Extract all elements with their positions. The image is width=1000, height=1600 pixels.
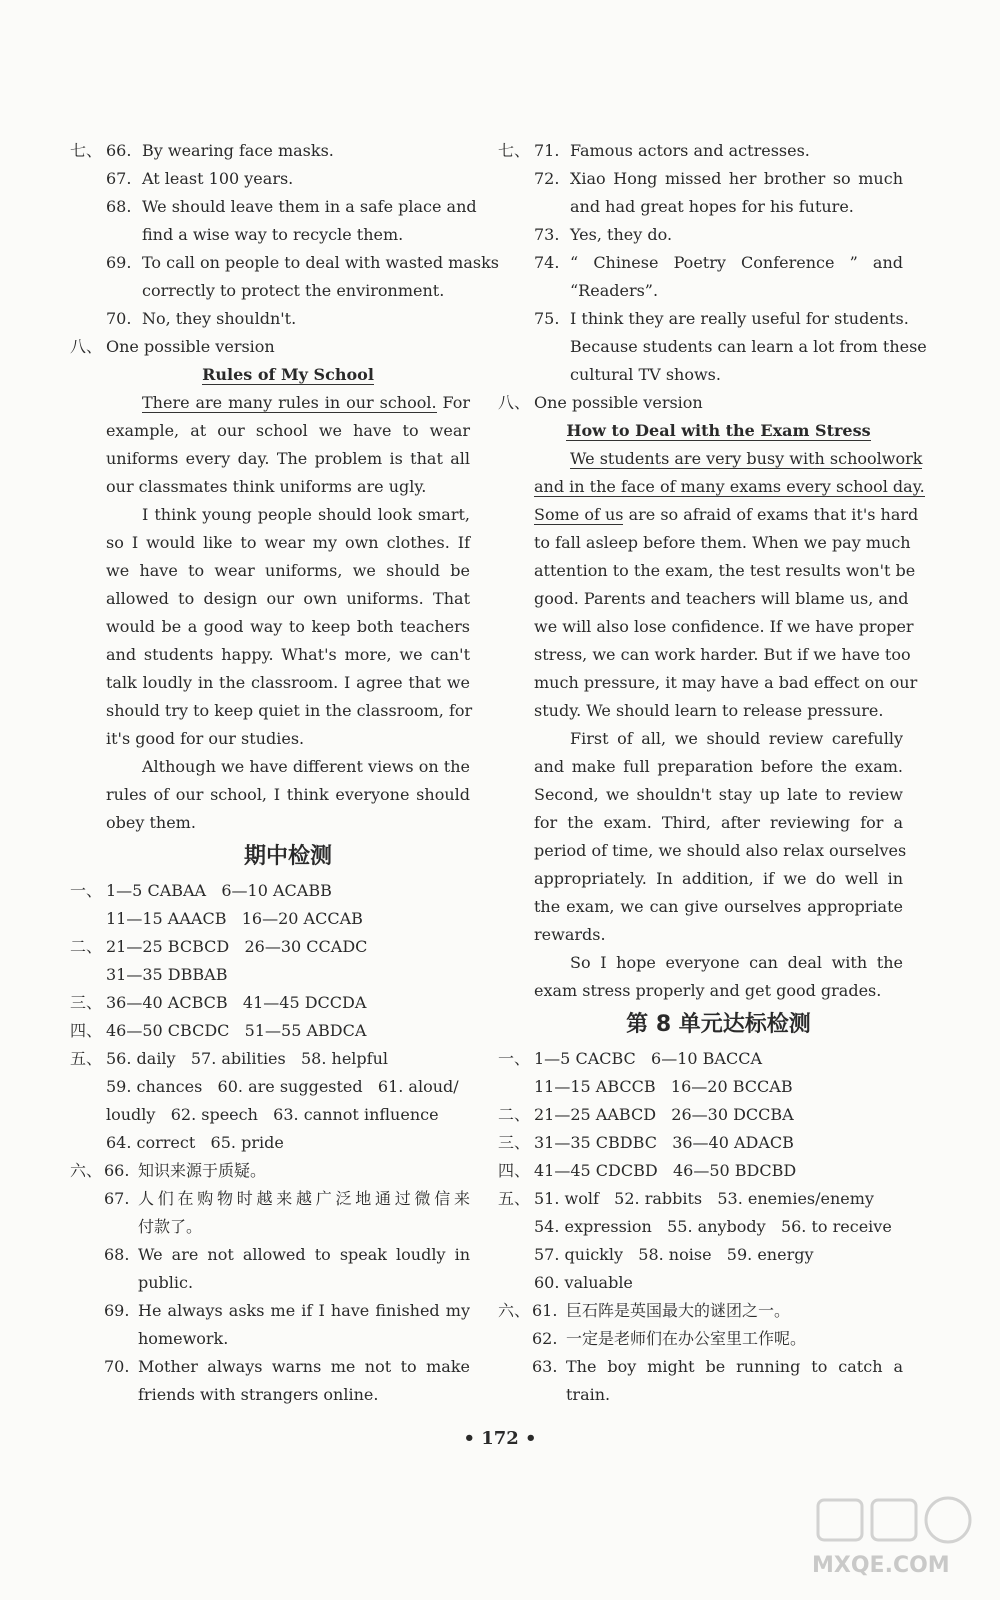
answer-item bbox=[498, 221, 903, 249]
item-continuation: “Readers”. bbox=[570, 281, 659, 300]
essay-title bbox=[498, 417, 903, 445]
answer-row bbox=[498, 1241, 903, 1269]
item-text: 一定是老师们在办公室里工作呢。 bbox=[566, 1329, 807, 1348]
section-marker: 七、 bbox=[70, 141, 103, 160]
answer-text: 36—40 ACBCB 41—45 DCCDA bbox=[106, 993, 367, 1012]
essay-text: For bbox=[436, 393, 470, 412]
answer-text: 21—25 BCBCD 26—30 CCADC bbox=[106, 937, 368, 956]
section-marker: 五、 bbox=[498, 1189, 531, 1208]
answer-row bbox=[498, 1045, 903, 1073]
answer-text: 46—50 CBCDC 51—55 ABDCA bbox=[106, 1021, 367, 1040]
item-number: 72. bbox=[534, 169, 560, 188]
item-text: 巨石阵是英国最大的谜团之一。 bbox=[566, 1301, 791, 1320]
essay-line: much pressure, it may have a bad effect on our bbox=[534, 673, 918, 692]
essay-line: for the exam. Third, after reviewing for a bbox=[534, 813, 903, 832]
answer-item bbox=[70, 1241, 470, 1269]
item-continuation: homework. bbox=[138, 1329, 229, 1348]
item-number: 68. bbox=[106, 197, 132, 216]
section-marker: 一、 bbox=[70, 881, 103, 900]
essay-line: would be a good way to keep both teachers bbox=[106, 617, 470, 636]
item-continuation: and had great hopes for his future. bbox=[570, 197, 854, 216]
item-number: 66. bbox=[104, 1161, 130, 1180]
section-marker: 六、 bbox=[498, 1301, 531, 1320]
item-text: The boy might be running to catch a bbox=[566, 1357, 903, 1376]
essay-line: so I would like to wear my own clothes. If bbox=[106, 533, 470, 552]
answer-row bbox=[498, 1269, 903, 1297]
essay-text: and in the face of many exams every school day. bbox=[534, 477, 925, 496]
answer-text: 54. expression 55. anybody 56. to receive bbox=[534, 1217, 892, 1236]
section-marker: 七、 bbox=[498, 141, 531, 160]
essay-line: good. Parents and teachers will blame us, and bbox=[534, 589, 909, 608]
answer-text: 31—35 CBDBC 36—40 ADACB bbox=[534, 1133, 794, 1152]
section-marker: 五、 bbox=[70, 1049, 103, 1068]
item-text: “ Chinese Poetry Conference ” and bbox=[570, 253, 903, 272]
item-text: 知识来源于质疑。 bbox=[138, 1161, 267, 1180]
item-text: Mother always warns me not to make bbox=[138, 1357, 470, 1376]
page-number: • 172 • bbox=[463, 1428, 537, 1449]
watermark-logo bbox=[810, 1494, 980, 1580]
answer-item bbox=[70, 137, 470, 165]
item-number: 66. bbox=[106, 141, 132, 160]
answer-text: 21—25 AABCD 26—30 DCCBA bbox=[534, 1105, 794, 1124]
item-continuation: Because students can learn a lot from these bbox=[570, 337, 927, 356]
essay-line: Second, we shouldn't stay up late to review bbox=[534, 785, 903, 804]
essay-line: we have to wear uniforms, we should be bbox=[106, 561, 470, 580]
item-continuation: train. bbox=[566, 1385, 611, 1404]
answer-text: 57. quickly 58. noise 59. energy bbox=[534, 1245, 814, 1264]
answer-item bbox=[70, 193, 477, 221]
answer-text: 51. wolf 52. rabbits 53. enemies/enemy bbox=[534, 1189, 874, 1208]
answer-row bbox=[498, 1101, 903, 1129]
essay-line: period of time, we should also relax ourselves bbox=[534, 841, 907, 860]
item-number: 67. bbox=[104, 1189, 130, 1208]
essay-line: uniforms every day. The problem is that all bbox=[106, 449, 470, 468]
essay-line: our classmates think uniforms are ugly. bbox=[106, 477, 427, 496]
essay-line: study. We should learn to release pressure. bbox=[534, 701, 884, 720]
section-marker: 二、 bbox=[498, 1105, 531, 1124]
section-marker: 六、 bbox=[70, 1161, 103, 1180]
right-column bbox=[498, 137, 927, 1409]
item-continuation: 付款了。 bbox=[138, 1217, 203, 1236]
essay-title-text: Rules of My School bbox=[202, 365, 374, 384]
answer-row bbox=[498, 1213, 903, 1241]
section-marker: 八、 bbox=[498, 393, 531, 412]
answer-row bbox=[70, 877, 470, 905]
essay-heading: One possible version bbox=[534, 393, 703, 412]
essay-line: and make full preparation before the exam. bbox=[534, 757, 903, 776]
essay-line: example, at our school we have to wear bbox=[106, 421, 470, 440]
item-number: 69. bbox=[106, 253, 132, 272]
answer-item bbox=[498, 305, 909, 333]
item-text: We are not allowed to speak loudly in bbox=[138, 1245, 470, 1264]
item-text: We should leave them in a safe place and bbox=[142, 197, 477, 216]
answer-text: 11—15 ABCCB 16—20 BCCAB bbox=[534, 1077, 793, 1096]
essay-line: rewards. bbox=[534, 925, 606, 944]
item-number: 68. bbox=[104, 1245, 130, 1264]
section-marker: 三、 bbox=[70, 993, 103, 1012]
answer-row bbox=[70, 905, 470, 933]
essay-line bbox=[498, 501, 919, 529]
item-number: 70. bbox=[104, 1357, 130, 1376]
item-number: 75. bbox=[534, 309, 560, 328]
item-continuation: correctly to protect the environment. bbox=[142, 281, 445, 300]
item-continuation: cultural TV shows. bbox=[570, 365, 721, 384]
item-text: To call on people to deal with wasted masks bbox=[142, 253, 499, 272]
answer-text: 11—15 AAACB 16—20 ACCAB bbox=[106, 909, 363, 928]
item-text: He always asks me if I have finished my bbox=[138, 1301, 470, 1320]
item-text: No, they shouldn't. bbox=[142, 309, 297, 328]
answer-text: 41—45 CDCBD 46—50 BDCBD bbox=[534, 1161, 797, 1180]
answer-row bbox=[70, 989, 470, 1017]
essay-text: Some of us bbox=[534, 505, 624, 524]
essay-line: should try to keep quiet in the classroom, for bbox=[106, 701, 473, 720]
essay-line: and students happy. What's more, we can't bbox=[106, 645, 470, 664]
answer-item bbox=[70, 1185, 470, 1213]
answer-row bbox=[498, 1157, 903, 1185]
answer-row bbox=[498, 1073, 903, 1101]
essay-title-text: How to Deal with the Exam Stress bbox=[566, 421, 871, 440]
essay-line: obey them. bbox=[106, 813, 196, 832]
answer-row bbox=[70, 1073, 470, 1101]
answer-text: 64. correct 65. pride bbox=[106, 1133, 284, 1152]
watermark-url: MXQE.COM bbox=[812, 1553, 950, 1578]
essay-heading: One possible version bbox=[106, 337, 275, 356]
answer-item bbox=[70, 249, 499, 277]
answer-row bbox=[70, 1017, 470, 1045]
answer-item bbox=[498, 1353, 903, 1381]
answer-item bbox=[70, 305, 470, 333]
essay-line: rules of our school, I think everyone should bbox=[106, 785, 470, 804]
answer-text: 60. valuable bbox=[534, 1273, 633, 1292]
item-continuation: public. bbox=[138, 1273, 194, 1292]
item-number: 70. bbox=[106, 309, 132, 328]
left-column bbox=[70, 137, 499, 1409]
section-marker: 八、 bbox=[70, 337, 103, 356]
essay-line: to fall asleep before them. When we pay much bbox=[534, 533, 911, 552]
answer-text: loudly 62. speech 63. cannot influence bbox=[106, 1105, 439, 1124]
item-continuation: friends with strangers online. bbox=[138, 1385, 379, 1404]
section-marker: 四、 bbox=[498, 1161, 531, 1180]
answer-item bbox=[498, 137, 903, 165]
essay-text: are so afraid of exams that it's hard bbox=[623, 505, 919, 524]
item-number: 67. bbox=[106, 169, 132, 188]
essay-title bbox=[70, 361, 470, 389]
answer-item bbox=[70, 1353, 470, 1381]
item-text: Famous actors and actresses. bbox=[570, 141, 810, 160]
answer-item bbox=[70, 1297, 470, 1325]
essay-line: So I hope everyone can deal with the bbox=[570, 953, 903, 972]
essay-line bbox=[498, 445, 923, 473]
item-text: By wearing face masks. bbox=[142, 141, 334, 160]
essay-heading-row bbox=[498, 389, 903, 417]
essay-line bbox=[498, 473, 925, 501]
answer-text: 56. daily 57. abilities 58. helpful bbox=[106, 1049, 388, 1068]
item-text: At least 100 years. bbox=[142, 169, 294, 188]
item-text: I think they are really useful for students. bbox=[570, 309, 909, 328]
essay-line: Although we have different views on the bbox=[142, 757, 470, 776]
answer-row bbox=[70, 1045, 470, 1073]
answer-text: 1—5 CACBC 6—10 BACCA bbox=[534, 1049, 763, 1068]
essay-line: it's good for our studies. bbox=[106, 729, 305, 748]
essay-line: allowed to design our own uniforms. That bbox=[106, 589, 470, 608]
answer-text: 1—5 CABAA 6—10 ACABB bbox=[106, 881, 332, 900]
answer-item bbox=[70, 1157, 470, 1185]
essay-line bbox=[70, 389, 470, 417]
essay-line: exam stress properly and get good grades. bbox=[534, 981, 882, 1000]
essay-line: I think young people should look smart, bbox=[142, 505, 470, 524]
answer-row bbox=[70, 1129, 470, 1157]
item-number: 69. bbox=[104, 1301, 130, 1320]
item-number: 74. bbox=[534, 253, 560, 272]
answer-item bbox=[70, 165, 470, 193]
section-title: 期中检测 bbox=[243, 844, 332, 869]
item-text: Yes, they do. bbox=[570, 225, 673, 244]
essay-line: First of all, we should review carefully bbox=[570, 729, 903, 748]
essay-line: attention to the exam, the test results won't be bbox=[534, 561, 916, 580]
essay-heading-row bbox=[70, 333, 470, 361]
section-title: 第 8 单元达标检测 bbox=[626, 1012, 811, 1037]
answer-row bbox=[70, 961, 470, 989]
section-marker: 二、 bbox=[70, 937, 103, 956]
answer-row bbox=[70, 1101, 470, 1129]
answer-item bbox=[498, 1325, 903, 1353]
item-text: 人们在购物时越来越广泛地通过微信来 bbox=[138, 1189, 470, 1208]
section-marker: 三、 bbox=[498, 1133, 531, 1152]
essay-line: the exam, we can give ourselves appropriate bbox=[534, 897, 903, 916]
answer-item bbox=[498, 249, 903, 277]
answer-row bbox=[70, 933, 470, 961]
essay-text: We students are very busy with schoolwork bbox=[570, 449, 923, 468]
item-text: Xiao Hong missed her brother so much bbox=[570, 169, 903, 188]
item-number: 73. bbox=[534, 225, 560, 244]
section-marker: 四、 bbox=[70, 1021, 103, 1040]
essay-line: stress, we can work harder. But if we have too bbox=[534, 645, 911, 664]
item-continuation: find a wise way to recycle them. bbox=[142, 225, 404, 244]
item-number: 63. bbox=[532, 1357, 558, 1376]
item-number: 62. bbox=[532, 1329, 558, 1348]
item-number: 71. bbox=[534, 141, 560, 160]
answer-item bbox=[498, 1297, 903, 1325]
item-number: 61. bbox=[532, 1301, 558, 1320]
essay-line: appropriately. In addition, if we do well in bbox=[534, 869, 903, 888]
essay-line: talk loudly in the classroom. I agree that we bbox=[106, 673, 470, 692]
answer-text: 59. chances 60. are suggested 61. aloud/ bbox=[106, 1077, 459, 1096]
answer-row bbox=[498, 1185, 903, 1213]
essay-line: we will also lose confidence. If we have proper bbox=[534, 617, 914, 636]
answer-text: 31—35 DBBAB bbox=[106, 965, 228, 984]
answer-item bbox=[498, 165, 903, 193]
essay-text: There are many rules in our school. bbox=[142, 393, 437, 412]
answer-row bbox=[498, 1129, 903, 1157]
section-marker: 一、 bbox=[498, 1049, 531, 1068]
